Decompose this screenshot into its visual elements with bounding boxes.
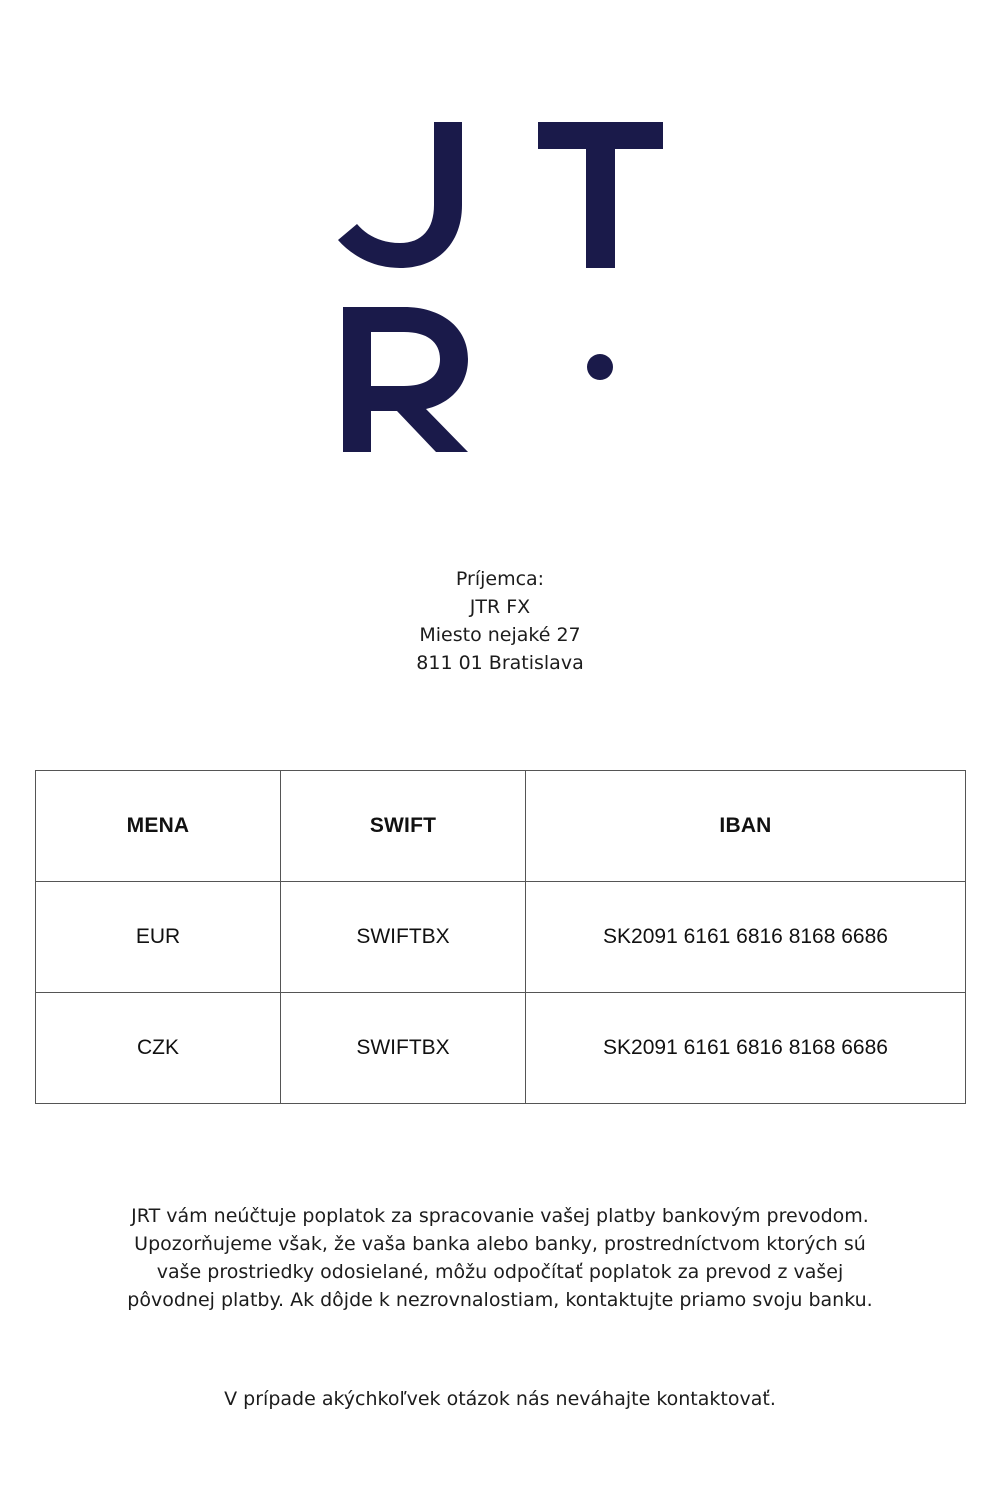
table-row xyxy=(36,882,966,993)
bank-details-table xyxy=(35,770,966,1104)
recipient-block xyxy=(0,565,1000,677)
jtr-logo xyxy=(330,115,670,460)
recipient-label: Príjemca: xyxy=(455,568,545,590)
table-header-row xyxy=(36,771,966,882)
fee-notice-line: vaše prostriedky odosielané, môžu odpočítať poplatok za prevod z vašej xyxy=(156,1261,844,1283)
header-iban: IBAN xyxy=(526,771,966,882)
fee-notice xyxy=(0,1202,1000,1314)
recipient-city: 811 01 Bratislava xyxy=(416,652,584,674)
header-swift: SWIFT xyxy=(281,771,526,882)
logo-letter-r xyxy=(343,307,468,452)
contact-note: V prípade akýchkoľvek otázok nás neváhajte kontaktovať. xyxy=(224,1388,776,1410)
fee-notice-line: pôvodnej platby. Ak dôjde k nezrovnalostiam, kontaktujte priamo svoju banku. xyxy=(127,1289,873,1311)
jtr-logo-mark xyxy=(330,115,670,460)
cell-iban: SK2091 6161 6816 8168 6686 xyxy=(526,882,966,993)
table-row xyxy=(36,993,966,1104)
logo-dot xyxy=(587,354,613,380)
cell-swift: SWIFTBX xyxy=(281,882,526,993)
cell-currency: CZK xyxy=(36,993,281,1104)
fee-notice-line: Upozorňujeme však, že vaša banka alebo banky, prostredníctvom ktorých sú xyxy=(134,1233,866,1255)
cell-swift: SWIFTBX xyxy=(281,993,526,1104)
recipient-street: Miesto nejaké 27 xyxy=(419,624,581,646)
logo-letter-t-stem xyxy=(586,122,615,268)
header-currency: MENA xyxy=(36,771,281,882)
cell-currency: EUR xyxy=(36,882,281,993)
logo-letter-j xyxy=(338,122,462,268)
cell-iban: SK2091 6161 6816 8168 6686 xyxy=(526,993,966,1104)
fee-notice-line: JRT vám neúčtuje poplatok za spracovanie vašej platby bankovým prevodom. xyxy=(131,1205,869,1227)
recipient-name: JTR FX xyxy=(469,596,531,618)
